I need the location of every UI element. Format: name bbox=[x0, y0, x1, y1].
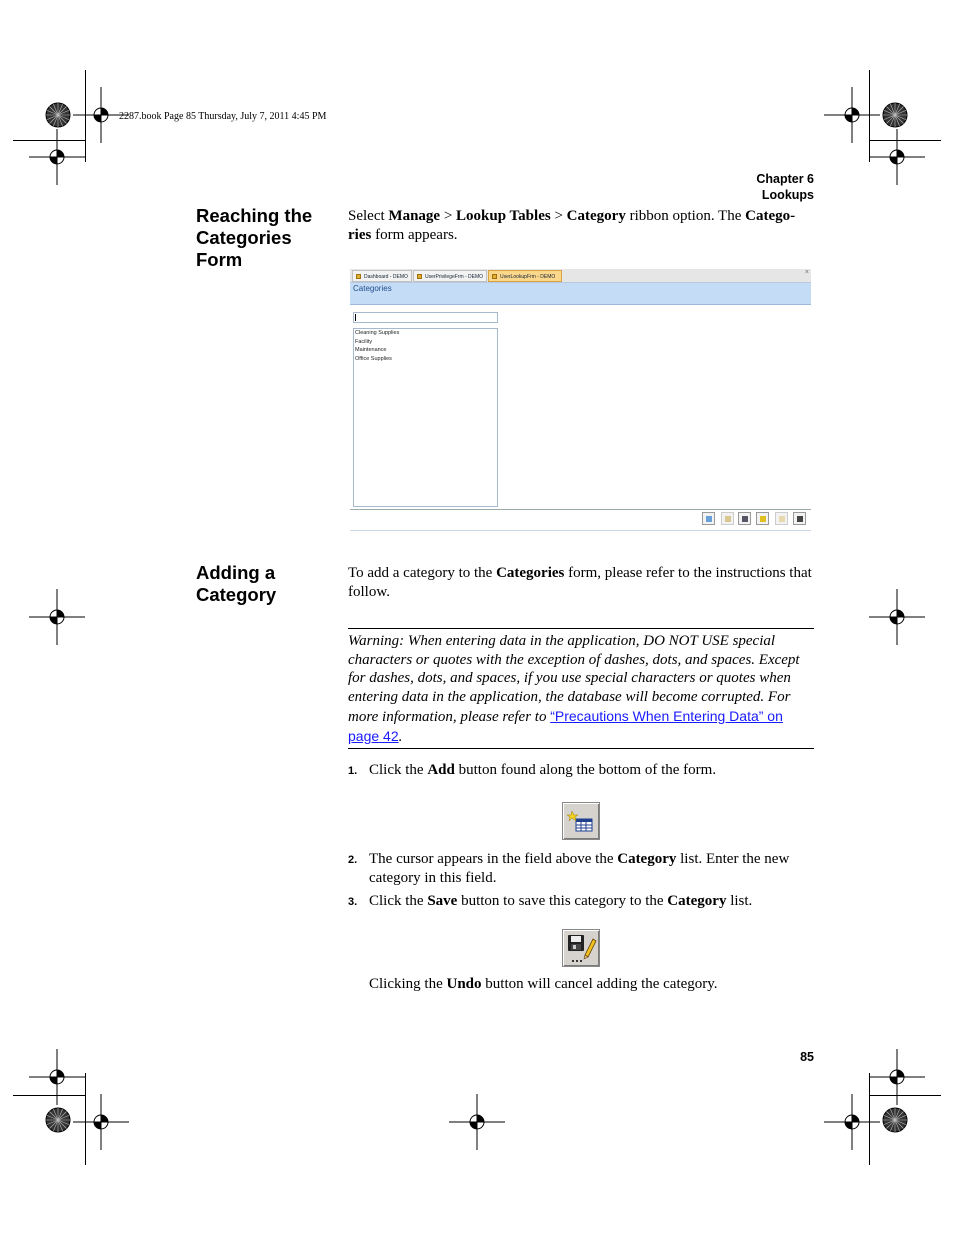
categories-form-screenshot bbox=[350, 269, 811, 531]
list-item[interactable]: Cleaning Supplies bbox=[355, 330, 400, 336]
form-toolbar bbox=[350, 509, 811, 531]
warning-top-rule bbox=[348, 628, 814, 629]
undo-icon bbox=[779, 516, 785, 522]
section-heading-adding: Adding a Category bbox=[196, 562, 277, 605]
tab-user-privilege[interactable]: UserPrivilegeFrm - DEMO bbox=[413, 270, 487, 282]
close-icon[interactable]: × bbox=[804, 269, 809, 276]
copy-icon bbox=[725, 516, 731, 522]
section-heading-reaching: Reaching the Categories Form bbox=[196, 205, 313, 270]
warning-note: Warning: When entering data in the application, DO NOT USE special characters or quotes with the exception of dashes, dots, and spaces. Except for dashes, dots, and spaces, if you use special characters or quotes when entering data in the application, the database will become corrupted. For more information, please refer to “Precautions When Entering Data” on page 42. bbox=[348, 633, 800, 745]
add-icon bbox=[706, 516, 712, 522]
save-icon bbox=[742, 516, 748, 522]
category-input[interactable] bbox=[353, 312, 498, 323]
list-item[interactable]: Office Supplies bbox=[355, 355, 392, 362]
form-icon bbox=[492, 274, 497, 279]
save-button[interactable] bbox=[738, 512, 751, 525]
form-title: Categories bbox=[353, 284, 392, 293]
save-icon bbox=[563, 930, 601, 968]
list-item[interactable]: Maintenance bbox=[355, 347, 387, 353]
delete-icon bbox=[760, 516, 766, 522]
copy-button[interactable] bbox=[721, 512, 734, 525]
step-number: 1. bbox=[348, 765, 358, 777]
section-label: Lookups bbox=[761, 188, 814, 202]
step-text: The cursor appears in the field above the Category list. Enter the new category in this field. bbox=[369, 851, 790, 886]
category-list[interactable] bbox=[353, 328, 498, 507]
print-slug: 2287.book Page 85 Thursday, July 7, 2011 4:45 PM bbox=[119, 111, 327, 122]
document-tabs bbox=[350, 269, 811, 283]
form-icon bbox=[417, 274, 422, 279]
add-button[interactable] bbox=[702, 512, 715, 525]
page-number: 85 bbox=[800, 1050, 814, 1064]
add-button-illustration bbox=[562, 802, 600, 840]
add-icon bbox=[563, 803, 601, 841]
list-item[interactable]: Facility bbox=[355, 338, 373, 345]
step-text: Click the Add button found along the bottom of the form. bbox=[369, 762, 717, 778]
undo-note: Clicking the Undo button will cancel adding the category. bbox=[369, 976, 718, 992]
undo-button[interactable] bbox=[775, 512, 788, 525]
step-text: Click the Save button to save this category to the Category list. bbox=[369, 893, 753, 909]
delete-button[interactable] bbox=[756, 512, 769, 525]
warning-bottom-rule bbox=[348, 748, 814, 749]
chapter-label: Chapter 6 bbox=[756, 172, 814, 186]
exit-button[interactable] bbox=[793, 512, 806, 525]
form-icon bbox=[356, 274, 361, 279]
tab-user-lookup[interactable]: UserLookupFrm - DEMO bbox=[488, 270, 562, 282]
form-title-bar bbox=[350, 283, 811, 305]
tab-dashboard[interactable]: Dashboard - DEMO bbox=[352, 270, 412, 282]
save-button-illustration bbox=[562, 929, 600, 967]
step-number: 3. bbox=[348, 896, 358, 908]
exit-icon bbox=[797, 516, 803, 522]
precautions-link[interactable]: “Precautions When Entering Data” on page 42 bbox=[348, 707, 783, 744]
section1-paragraph: Select Manage > Lookup Tables > Category ribbon option. The Catego-ries form appears. bbox=[348, 208, 796, 243]
section2-paragraph: To add a category to the Categories form, please refer to the instructions that follow. bbox=[348, 565, 812, 600]
step-number: 2. bbox=[348, 854, 358, 866]
running-header bbox=[756, 171, 814, 203]
